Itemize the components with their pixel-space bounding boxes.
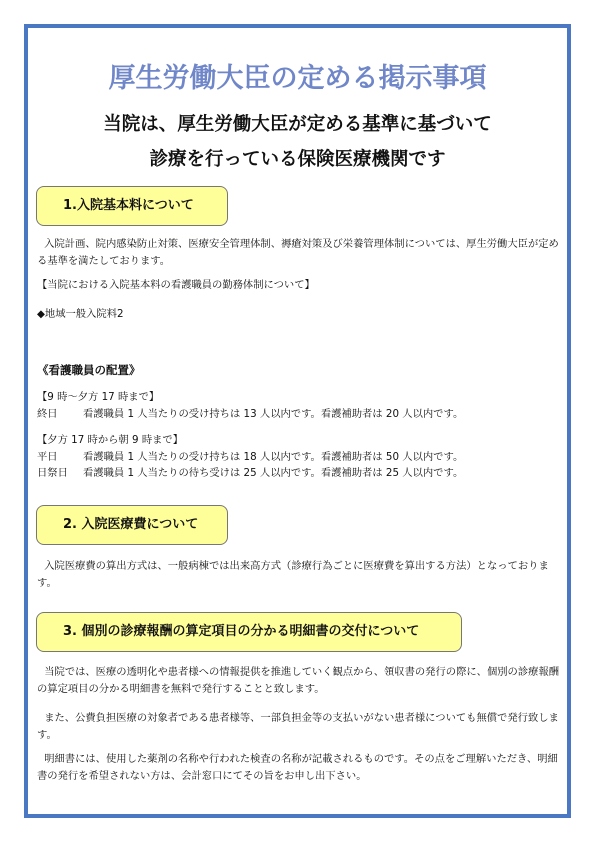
section2-heading: 2. 入院医療費について [63,517,199,532]
section3-paragraph-3: 明細書には、使用した薬剤の名称や行われた検査の名称が記載されるものです。その点をご理解いただき、明細書の発行を希望されない方は、会計窓口にてその旨をお申し出下さい。 [37,753,558,782]
section3-heading: 3. 個別の診療報酬の算定項目の分かる明細書の交付について [63,624,420,639]
night-shift-time-label: 【夕方 17 時から朝 9 時まで】 [37,434,184,446]
section3-heading-box [36,612,462,652]
section1-heading-box [36,186,228,226]
night-shift-row-text: 看護職員 1 人当たりの待ち受けは 25 人以内です。看護補助者は 25 人以内です。 [83,467,464,479]
day-shift-row-text: 看護職員 1 人当たりの受け持ちは 13 人以内です。看護補助者は 20 人以内です。 [83,408,464,420]
page-title: 厚生労働大臣の定める掲示事項 [108,63,487,94]
section2-text: 入院医療費の算出方式は、一般病棟では出来高方式（診療行為ごとに医療費を算出する方法）となっております。 [37,560,549,589]
page-subtitle-line1: 当院は、厚生労働大臣が定める基準に基づいて [103,114,492,135]
section2-heading-box [36,505,228,545]
section3-paragraph-2: また、公費負担医療の対象者である患者様等、一部負担金等の支払いがない患者様についても無償で発行致します。 [37,712,559,741]
night-shift-row-label: 平日 [37,451,58,463]
day-shift-row [37,406,463,422]
night-shift-row-weekday [37,449,463,465]
section1-ward-type: ◆地域一般入院料2 [37,308,124,320]
section1-heading: 1.入院基本料について [63,198,194,213]
night-shift-row-text: 看護職員 1 人当たりの受け持ちは 18 人以内です。看護補助者は 50 人以内です。 [83,451,464,463]
day-shift-time-label: 【9 時～夕方 17 時まで】 [37,391,160,403]
section3-paragraph-1: 当院では、医療の透明化や患者様への情報提供を推進していく観点から、領収書の発行の際に、個別の診療報酬の算定項目の分かる明細書を無料で発行することと致します。 [37,666,560,695]
section1-intro: 入院計画、院内感染防止対策、医療安全管理体制、褥瘡対策及び栄養管理体制については、厚生労働大臣が定める基準を満たしております。 [37,238,559,267]
night-shift-row-label: 日祭日 [37,467,68,479]
night-shift-row-holiday [37,465,463,481]
page-subtitle-line2: 診療を行っている保険医療機関です [149,149,446,170]
section1-system-heading: 【当院における入院基本料の看護職員の勤務体制について】 [37,279,315,291]
day-shift-row-label: 終日 [37,408,58,420]
staffing-heading: 《看護職員の配置》 [37,363,141,377]
